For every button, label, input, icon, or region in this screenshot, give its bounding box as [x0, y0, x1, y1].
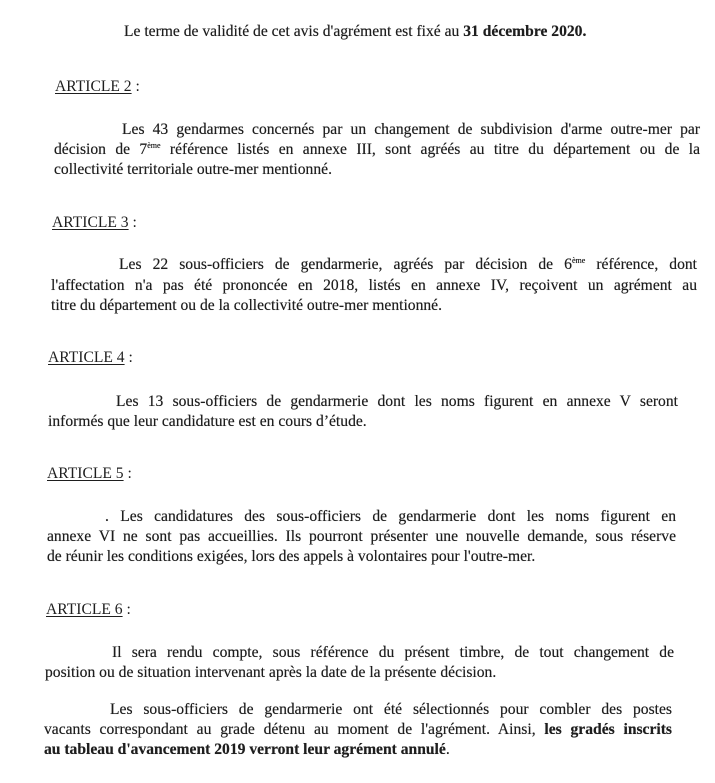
article-3-line-1-pre: Les 22 sous-officiers de gendarmerie, agréés par décision de 6 — [119, 256, 572, 273]
article-6-line-2-text: position ou de situation intervenant après la date de la présente décision. — [45, 664, 497, 681]
closing-line-1 — [110, 700, 672, 720]
article-2-line-2 — [54, 140, 700, 160]
article-2-line-3 — [54, 160, 332, 180]
article-3-line-3 — [51, 296, 442, 316]
article-5-title: ARTICLE 5 — [47, 465, 124, 482]
article-3-line-1-post: référence, dont — [585, 256, 697, 273]
article-5-heading — [47, 464, 132, 484]
article-4-colon: : — [124, 349, 133, 366]
article-6-line-1-text: Il sera rendu compte, sous référence du présent timbre, de tout changement de — [112, 644, 674, 661]
article-2-line-1 — [122, 120, 700, 140]
article-3-colon: : — [128, 214, 137, 231]
article-4-line-1-text: Les 13 sous-officiers de gendarmerie dont les noms figurent en annexe V seront — [116, 393, 678, 410]
closing-line-1-text: Les sous-officiers de gendarmerie ont été sélectionnés pour combler des postes — [110, 701, 672, 718]
article-2-line-2-pre: décision de 7 — [54, 141, 148, 158]
closing-line-2 — [44, 720, 672, 740]
article-6-heading — [46, 600, 131, 620]
article-3-superscript: ème — [571, 256, 586, 265]
article-3-line-2-text: l'affectation n'a pas été prononcée en 2018, listés en annexe IV, reçoivent un agrément au — [51, 277, 697, 294]
article-5-line-3-text: de réunir les conditions exigées, lors des appels à volontaires pour l'outre-mer. — [47, 548, 536, 565]
closing-line-3-bold: au tableau d'avancement 2019 verront leur agrément annulé — [44, 741, 446, 758]
article-5-line-3 — [47, 547, 535, 567]
validity-date: 31 décembre 2020. — [463, 23, 587, 40]
article-4-line-2 — [48, 412, 367, 432]
validity-text: Le terme de validité de cet avis d'agrément est fixé au — [124, 23, 464, 40]
article-2-superscript: ème — [147, 141, 161, 150]
validity-statement — [124, 22, 586, 42]
article-3-title: ARTICLE 3 — [52, 214, 129, 231]
article-3-line-2 — [51, 276, 697, 296]
article-2-line-1-text: Les 43 gendarmes concernés par un changement de subdivision d'arme outre-mer par — [122, 121, 700, 138]
article-3-line-3-text: titre du département ou de la collectivité outre-mer mentionné. — [51, 297, 442, 314]
article-6-title: ARTICLE 6 — [46, 601, 123, 618]
article-6-colon: : — [122, 601, 131, 618]
closing-line-3-end: . — [445, 741, 450, 758]
closing-line-2-text: vacants correspondant au grade détenu au moment de l'agrément. Ainsi, — [44, 721, 545, 738]
article-2-title: ARTICLE 2 — [55, 78, 132, 95]
article-5-line-1-text: . Les candidatures des sous-officiers de gendarmerie dont les noms figurent en — [105, 508, 676, 525]
article-6-line-1 — [112, 643, 674, 663]
article-2-line-2-post: référence listés en annexe III, sont agréés au titre du département ou de la — [160, 141, 700, 158]
closing-line-2-bold: les gradés inscrits — [544, 721, 672, 738]
article-2-line-3-text: collectivité territoriale outre-mer mentionné. — [54, 161, 332, 178]
article-2-heading — [55, 77, 140, 97]
article-6-line-2 — [45, 663, 496, 683]
article-3-heading — [52, 213, 137, 233]
article-4-heading — [48, 348, 133, 368]
article-5-line-2 — [47, 527, 676, 547]
article-2-colon: : — [131, 78, 140, 95]
article-5-line-2-text: annexe VI ne sont pas accueillies. Ils pourront présenter une nouvelle demande, sous réserve — [47, 528, 676, 545]
article-4-line-1 — [116, 392, 678, 412]
article-5-colon: : — [123, 465, 132, 482]
article-5-line-1 — [105, 507, 676, 527]
article-3-line-1 — [119, 255, 697, 275]
closing-line-3 — [44, 740, 450, 760]
article-4-line-2-text: informés que leur candidature est en cours d’étude. — [48, 413, 367, 430]
article-4-title: ARTICLE 4 — [48, 349, 125, 366]
